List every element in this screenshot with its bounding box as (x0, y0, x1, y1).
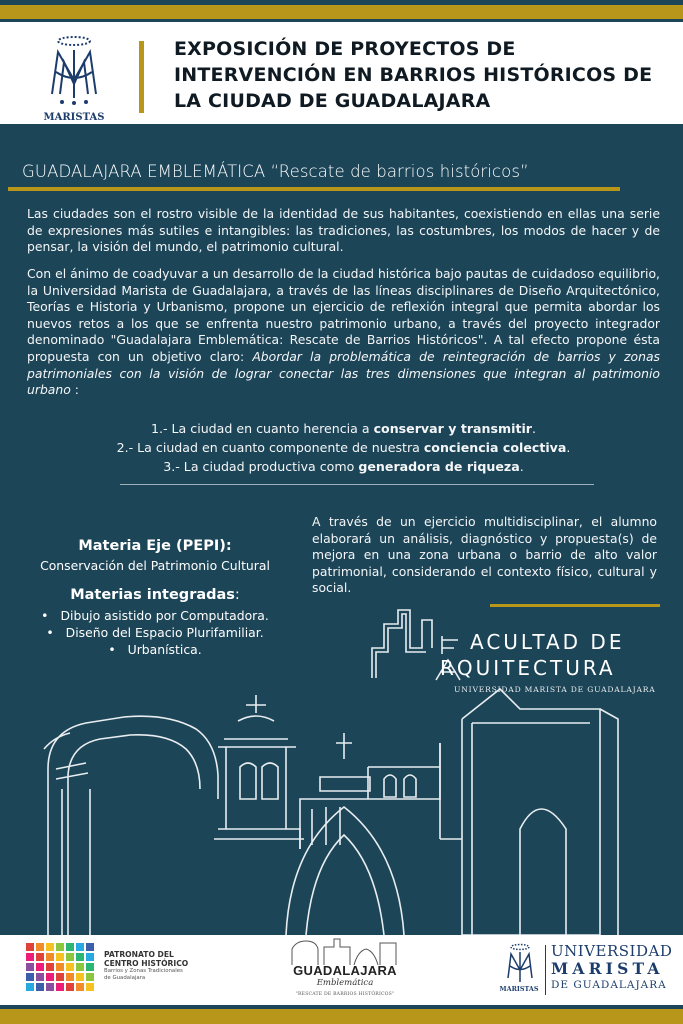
list-item: • Dibujo asistido por Computadora. (0, 607, 310, 624)
top-gold-band (0, 5, 683, 19)
intro-paragraph: Las ciudades son el rostro visible de la identidad de sus habitantes, coexistiendo en ellas una serie de expresiones más sutiles e intangibles: las tradiciones, las costumbres, los modos de hacer y de pensar, la visión del mundo, el patrimonio cultural. (27, 206, 660, 255)
gold-accent-line (490, 604, 660, 607)
section-divider (120, 484, 594, 485)
maristas-logo (34, 32, 114, 124)
header (0, 22, 683, 122)
facultad-university: UNIVERSIDAD MARISTA DE GUADALAJARA (454, 685, 656, 694)
universidad-marista-wordmark: UNIVERSIDAD MARISTA DE GUADALAJARA (551, 942, 673, 991)
section-subtitle: GUADALAJARA EMBLEMÁTICA “Rescate de barrios históricos” (22, 162, 529, 181)
purpose-text: Con el ánimo de coadyuvar a un desarrollo de la ciudad histórica bajo pautas de cuidadoso equilibrio, la Universidad Marista de Guadalajara, a través de las líneas disciplinares de Diseño Arquitectónico, Teorías e Historia y Urbanismo, propone un ejercicio de reflexión integral que permita abordar los nuevos retos a los que se enfrenta nuestro patrimonio urbano, a través del proyecto integrador denominado "Guadalajara Emblemática: Rescate de Barrios Históricos". A tal efecto propone ésta propuesta con un objetivo claro: (27, 266, 660, 364)
facultad-line-1: ACULTAD DE (470, 630, 625, 654)
guadalajara-emblematica-illustration (284, 937, 404, 965)
exercise-description: A través de un ejercicio multidisciplinar, el alumno elaborará un análisis, diagnóstico y propuesta(s) de mejora en una zona urbana o barrio de alto valor patrimonial, considerando el contexto físico, cultural y social. (312, 514, 657, 596)
historic-skyline-illustration (0, 679, 683, 935)
title-line-1: EXPOSICIÓN DE PROYECTOS DE (174, 38, 516, 60)
dimensions-list (27, 419, 660, 476)
bottom-gold-band (0, 1009, 683, 1024)
um-logo-label: MARISTAS (499, 985, 539, 993)
footer-logos (0, 935, 683, 1005)
list-item: • Diseño del Espacio Plurifamiliar. (0, 624, 310, 641)
purpose-end: : (70, 382, 79, 398)
guadalajara-logo-name: GUADALAJARA (293, 963, 397, 978)
guadalajara-logo-emblematica: Emblemática (316, 978, 374, 988)
header-accent-bar (139, 41, 144, 113)
facultad-line-2: RQUITECTURA (440, 656, 616, 680)
patronato-logo-mosaic (26, 943, 98, 997)
materia-eje-heading: Materia Eje (PEPI): (78, 538, 232, 554)
guadalajara-logo-tagline: "RESCATE DE BARRIOS HISTÓRICOS" (295, 992, 395, 997)
materias-integradas-list (0, 607, 310, 658)
page-title (174, 36, 664, 114)
purpose-objective: Abordar la problemática de reintegración de barrios y zonas patrimoniales con la visión de lograr conectar las tres dimensiones que integran al patrimonio urbano (27, 348, 661, 398)
dimension-item: 1.- La ciudad en cuanto herencia a conservar y transmitir. (150, 421, 537, 436)
maristas-logo-label: MARISTAS (43, 112, 105, 123)
purpose-paragraph (27, 266, 660, 399)
title-line-3: LA CIUDAD DE GUADALAJARA (174, 90, 491, 112)
subjects-column (0, 538, 310, 658)
materia-eje-text: Conservación del Patrimonio Cultural (40, 558, 270, 573)
materias-integradas-heading: Materias integradas: (70, 587, 240, 603)
list-item: • Urbanística. (0, 641, 310, 658)
main-panel (0, 124, 683, 935)
subtitle-underline (8, 187, 620, 191)
dimension-item: 2.- La ciudad en cuanto componente de nuestra conciencia colectiva. (116, 440, 571, 455)
title-line-2: INTERVENCIÓN EN BARRIOS HISTÓRICOS DE (174, 64, 653, 86)
universidad-marista-logo (498, 942, 542, 986)
patronato-text: PATRONATO DEL CENTRO HISTÓRICO Barrios y Zonas Tradicionales de Guadalajara (104, 950, 189, 981)
um-divider (545, 945, 546, 995)
dimension-item: 3.- La ciudad productiva como generadora de riqueza. (163, 459, 524, 474)
